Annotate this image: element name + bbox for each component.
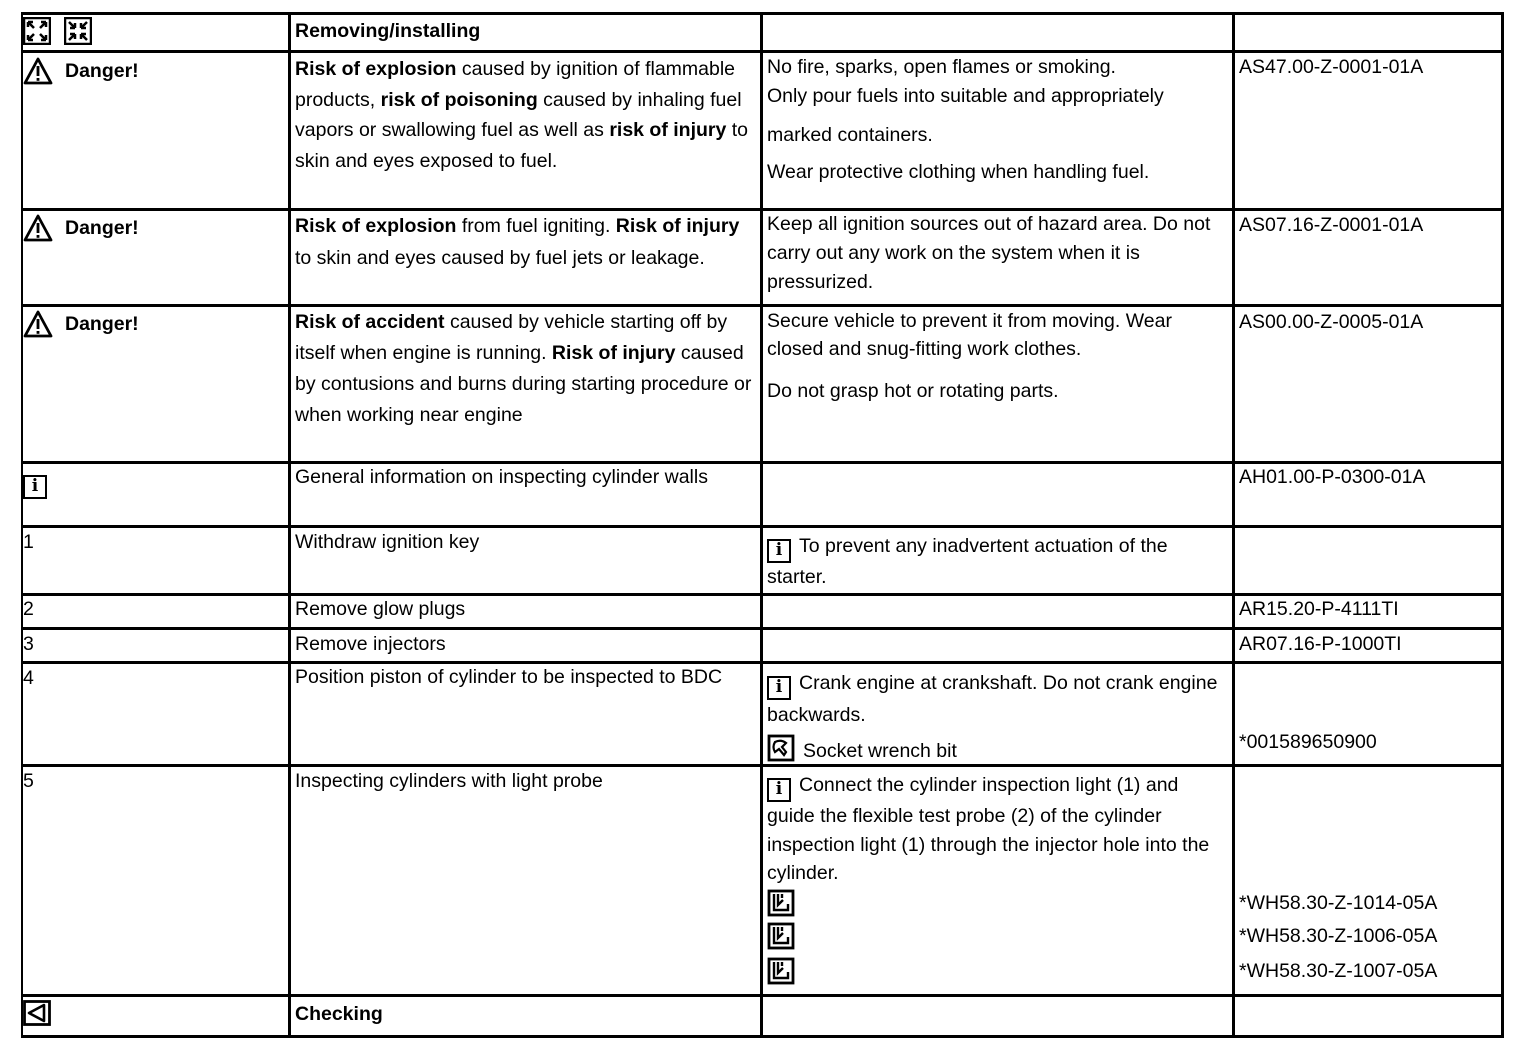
risk-description-1 [295, 54, 757, 176]
danger-label-3 [23, 309, 139, 339]
warning-triangle-icon [23, 214, 53, 242]
step-note-1 [767, 532, 1229, 591]
tool-line [767, 734, 1229, 766]
section-title: Removing/installing [295, 20, 481, 42]
socket-wrench-icon [767, 734, 795, 762]
measure-1b: Only pour fuels into suitable and appropriately marked containers. [767, 85, 1164, 146]
step-text-5: Inspecting cylinders with light probe [295, 770, 603, 792]
tool-ref-4[interactable]: *001589650900 [1239, 731, 1377, 753]
step-note-5 [767, 771, 1229, 888]
warning-triangle-icon [23, 57, 53, 85]
measures-2 [767, 210, 1229, 297]
tool-name: Socket wrench bit [803, 740, 957, 762]
risk-description-2 [295, 210, 757, 274]
measure-2a: Keep all ignition sources out of hazard area. Do not carry out any work on the system when it is pressurized. [767, 213, 1211, 293]
info-icon: i [23, 475, 47, 499]
note-text: Crank engine at crankshaft. Do not crank engine backwards. [767, 672, 1218, 726]
step-number-2: 2 [23, 598, 34, 620]
measure-1c: Wear protective clothing when handling fuel. [767, 161, 1150, 183]
risk-emphasis: Risk of explosion [295, 215, 457, 237]
step-text-2: Remove glow plugs [295, 598, 466, 620]
risk-emphasis: Risk of explosion [295, 58, 457, 80]
step-number-3: 3 [23, 633, 34, 655]
danger-text: Danger! [65, 60, 139, 82]
risk-text: caused by vehicle starting off by itself when engine is running. [295, 311, 728, 364]
danger-text: Danger! [65, 313, 139, 335]
risk-emphasis: risk of poisoning [380, 88, 538, 111]
risk-emphasis: Risk of injury [551, 342, 676, 364]
risk-emphasis: Risk of accident [295, 311, 445, 333]
footer-icon-cell [23, 1000, 51, 1035]
risk-text: caused by inhaling fuel vapors or swallowing fuel as well as [295, 88, 742, 141]
inspection-light-icon [767, 889, 795, 917]
warning-triangle-icon [23, 310, 53, 338]
info-icon-cell [23, 467, 55, 499]
risk-text: to skin and eyes caused by fuel jets or leakage. [295, 247, 705, 269]
tool-ref-5c[interactable]: *WH58.30-Z-1007-05A [1239, 960, 1438, 982]
step-number-5: 5 [23, 770, 34, 792]
tool-icon-3 [767, 957, 1229, 989]
tool-icon-1 [767, 889, 1229, 921]
step-number-1: 1 [23, 531, 34, 553]
ref-6[interactable]: AR15.20-P-4111TI [1239, 598, 1399, 620]
risk-text: from fuel igniting. [456, 215, 616, 237]
inspection-light-icon [767, 922, 795, 950]
ref-7[interactable]: AR07.16-P-1000TI [1239, 633, 1402, 655]
header-icons [23, 15, 92, 45]
back-arrow-icon[interactable] [23, 1000, 51, 1026]
risk-description-3 [295, 307, 757, 431]
tool-ref-5b[interactable]: *WH58.30-Z-1006-05A [1239, 925, 1438, 947]
ref-1[interactable]: AS47.00-Z-0001-01A [1239, 56, 1424, 78]
risk-text: to skin and eyes exposed to fuel. [295, 119, 749, 172]
danger-label-1 [23, 56, 139, 86]
risk-emphasis: risk of injury [609, 119, 727, 141]
step-number-4: 4 [23, 667, 34, 689]
step-text-1: Withdraw ignition key [295, 531, 480, 553]
ref-3[interactable]: AS00.00-Z-0005-01A [1239, 311, 1424, 333]
note-text: To prevent any inadvertent actuation of the starter. [767, 535, 1168, 588]
risk-text: caused by ignition of flammable products, [295, 58, 736, 111]
procedure-table [21, 12, 1504, 1038]
measures-1 [767, 52, 1229, 187]
info-icon: i [767, 778, 791, 802]
step-text-3: Remove injectors [295, 633, 446, 655]
step-note-4 [767, 668, 1229, 766]
danger-text: Danger! [65, 217, 139, 239]
checking-label: Checking [295, 1003, 383, 1025]
collapse-icon [64, 17, 92, 45]
expand-icon [23, 17, 51, 45]
risk-emphasis: Risk of injury [615, 215, 740, 237]
measure-1a: No fire, sparks, open flames or smoking. [767, 56, 1116, 78]
ref-2[interactable]: AS07.16-Z-0001-01A [1239, 214, 1424, 236]
info-text: General information on inspecting cylinder walls [295, 466, 708, 488]
measure-3a: Secure vehicle to prevent it from moving. Wear closed and snug-fitting work clothes. [767, 310, 1172, 360]
danger-label-2 [23, 213, 139, 243]
note-text: Connect the cylinder inspection light (1) and guide the flexible test probe (2) of the cylinder inspection light (1) through the injector hole into the cylinder. [767, 774, 1210, 884]
tool-icon-2 [767, 922, 1229, 954]
tool-ref-5a[interactable]: *WH58.30-Z-1014-05A [1239, 892, 1438, 914]
risk-text: caused by contusions and burns during starting procedure or when working near engine [295, 342, 752, 426]
inspection-light-icon [767, 957, 795, 985]
measure-3b: Do not grasp hot or rotating parts. [767, 380, 1059, 402]
measures-3 [767, 307, 1229, 405]
info-icon: i [767, 676, 791, 700]
info-icon: i [767, 539, 791, 563]
ref-4[interactable]: AH01.00-P-0300-01A [1239, 466, 1426, 488]
step-text-4: Position piston of cylinder to be inspected to BDC [295, 666, 723, 688]
